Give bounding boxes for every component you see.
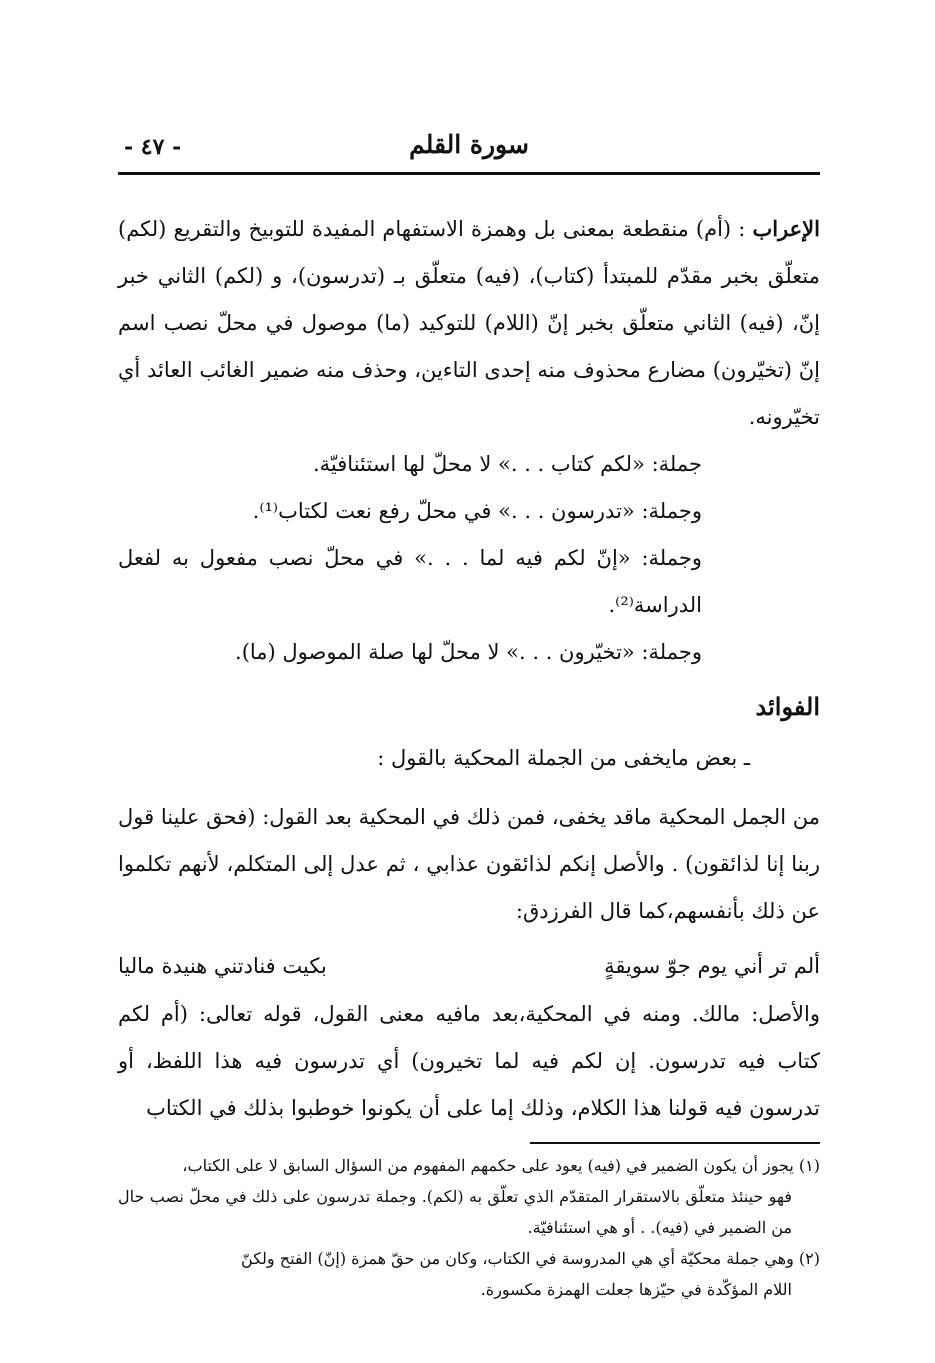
footnote-1-first: (١) يجوز أن يكون الضمير في (فيه) يعود على حكمهم المفهوم من السؤال السابق لا على الكتاب، [182, 1156, 820, 1175]
footnotes [118, 1150, 820, 1305]
irab-paragraph [118, 205, 820, 441]
page-number: - ٤٧ - [124, 134, 182, 160]
footnote-1-rest: فهو حينئذ متعلّق بالاستقرار المتقدّم الذي تعلّق به (لكم). وجملة تدرسون على ذلك في محلّ نصب حال من الضمير في (فيه). . أو هي استئنافيّة. [118, 1187, 792, 1237]
sentence-1: جملة: «لكم كتاب . . .» لا محلّ لها استئنافيّة. [313, 452, 702, 476]
surah-title: سورة القلم [409, 130, 529, 159]
poetry-verse [118, 941, 820, 991]
benefits-title: الفوائد [755, 692, 820, 721]
benefits-paragraph: من الجمل المحكية ماقد يخفى، فمن ذلك في المحكية بعد القول: (فحق علينا قول ربنا إنا لذائقون) . والأصل إنكم لذائقون عذابي ، ثم عدل إلى المتكلم، لأنهم تكلموا عن ذلك بأنفسهم،كما قال الفرزدق: [118, 805, 820, 923]
spacer [118, 784, 820, 794]
page-header [118, 118, 820, 175]
footnote-divider [530, 1142, 820, 1144]
irab-text: : (أم) منقطعة بمعنى بل وهمزة الاستفهام المفيدة للتوبيخ والتقريع (لكم) متعلّق بخبر مقدّم للمبتدأ (كتاب)، (فيه) متعلّق بـ (تدرسون)، و (لكم) الثاني خبر إنّ، (فيه) الثاني متعلّق بخبر إنّ (اللام) للتوكيد (ما) موصول في محلّ نصب اسم إنّ (تخيّرون) مضارع محذوف منه إحدى التاءين، وحذف منه ضمير الغائب العائد أي تخيّرونه. [118, 217, 820, 429]
verse-hemistich-2: بكيت فنادتني هنيدة ماليا [118, 954, 327, 978]
main-text [118, 205, 820, 1132]
irab-label: الإعراب [752, 216, 820, 241]
footnote-2-rest: اللام المؤكّدة في حيّزها جعلت الهمزة مكسورة. [480, 1280, 792, 1299]
benefits-subtitle: ـ بعض مايخفى من الجملة المحكية بالقول : [377, 746, 750, 770]
sentence-2: وجملة: «تدرسون . . .» في محلّ رفع نعت لكتاب⁽¹⁾. [252, 499, 702, 523]
sentence-4: وجملة: «تخيّرون . . .» لا محلّ لها صلة الموصول (ما). [235, 640, 702, 664]
sentence-3: وجملة: «إنّ لكم فيه لما . . .» في محلّ نصب مفعول به لفعل الدراسة⁽²⁾. [118, 546, 702, 617]
footnote-2-first: (٢) وهي جملة محكيّة أي هي المدروسة في الكتاب، وكان من حقّ همزة (إنّ) الفتح ولكنّ [241, 1249, 820, 1268]
book-page [118, 118, 820, 1305]
verse-hemistich-1: ألم تر أني يوم جوّ سويقةٍ [604, 954, 820, 978]
benefits-paragraph-2: والأصل: مالك. ومنه في المحكية،بعد مافيه معنى القول، قوله تعالى: (أم لكم كتاب فيه تدرسون. إن لكم فيه لما تخيرون) أي تدرسون فيه هذا اللفظ، أو تدرسون فيه قولنا هذا الكلام، وذلك إما على أن يكونوا خوطبوا بذلك في الكتاب [118, 1002, 820, 1120]
